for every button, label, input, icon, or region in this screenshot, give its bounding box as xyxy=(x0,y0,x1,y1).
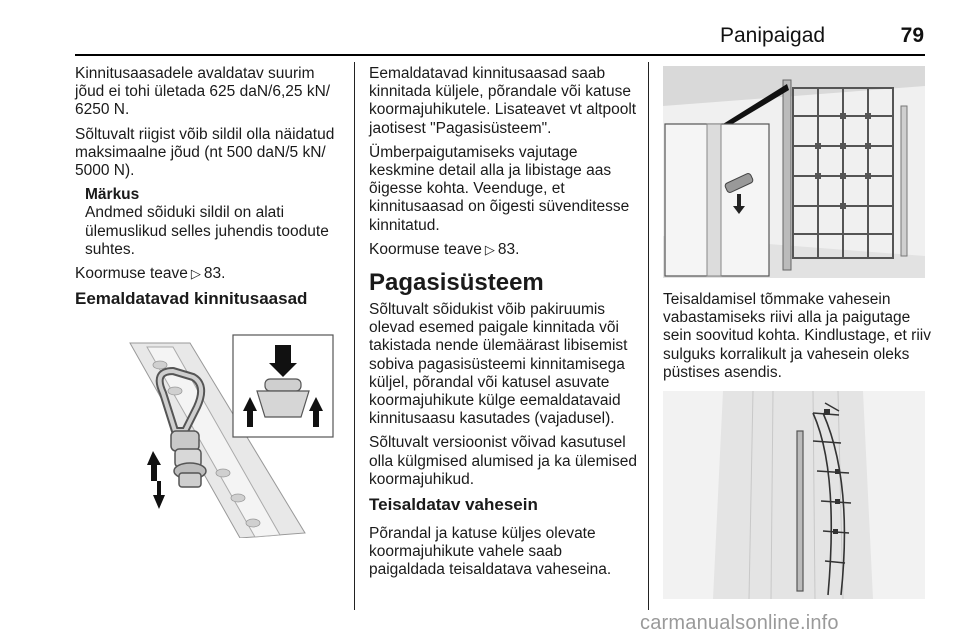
section-heading-removable-eyes: Eemaldatavad kinnitusaasad xyxy=(75,289,308,309)
paragraph-country-label: Sõltuvalt riigist võib sildil olla näidatud maksimaalne jõud (nt 500 daN/5 kN/ 5000 N). xyxy=(75,125,335,180)
paragraph-max-force: Kinnitusaasadele avaldatav suurim jõud ei tohi ületada 625 daN/6,25 kN/ 6250 N. xyxy=(75,65,331,119)
column-3 xyxy=(663,291,931,388)
cross-reference-text: Koormuse teave xyxy=(75,265,188,283)
note-block xyxy=(85,186,347,259)
cross-reference[interactable] xyxy=(369,241,641,259)
watermark: carmanualsonline.info xyxy=(640,612,839,634)
cross-reference-page: 83. xyxy=(497,240,520,258)
cross-reference-page: 83. xyxy=(203,265,226,283)
column-2 xyxy=(369,65,641,586)
paragraph-load-guides: Sõltuvalt versioonist võivad kasutusel olla külgmised alumised ja ka ülemised koormajuhikud. xyxy=(369,434,637,488)
header-divider xyxy=(75,54,925,56)
page-reference-triangle-icon: ▷ xyxy=(190,266,201,282)
paragraph-partition-release: Teisaldamisel tõmmake vahesein vabastamiseks riivi alla ja paigutage sein soovitud kohta. Kindlustage, et riiv sulguks korralikult ja vahesein oleks püstises asendis. xyxy=(663,291,931,381)
paragraph-mounting-locations: Eemaldatavad kinnitusaasad saab kinnitada küljele, põrandale või katuse koormajuhikutele. Lisateavet vt altpoolt jaotisest "Pagasisüsteem". xyxy=(369,65,637,137)
cargo-net-partition-illustration xyxy=(663,66,925,278)
paragraph-luggage-system: Sõltuvalt sõidukist võib pakiruumis olevad esemed paigale kinnitada või takistada nende ülemäärast libisemist sobiva pagasisüsteemi kinnitamisega küljel, põrandal või katusel asuvate koormajuhikute külge eemaldatavaid kinnitusaasu kasutades (vajadusel). xyxy=(369,301,628,428)
page-number: 79 xyxy=(900,24,924,47)
tie-down-eye-illustration xyxy=(75,333,337,538)
column-divider-2 xyxy=(648,62,649,610)
section-heading-luggage-system: Pagasisüsteem xyxy=(369,269,544,297)
column-divider-1 xyxy=(354,62,355,610)
column-1 xyxy=(75,65,347,319)
note-title: Märkus xyxy=(85,186,140,204)
section-heading-movable-partition: Teisaldatav vahesein xyxy=(369,495,538,515)
page-title: Panipaigad xyxy=(720,24,826,47)
page-reference-triangle-icon: ▷ xyxy=(484,241,495,257)
note-text: Andmed sõiduki sildil on alati ülemuslikud selles juhendis toodute suhtes. xyxy=(85,204,329,258)
paragraph-partition-install: Põrandal ja katuse küljes olevate koormajuhikute vahele saab paigaldada teisaldatava vaheseina. xyxy=(369,525,612,579)
cross-reference-text: Koormuse teave xyxy=(369,240,482,258)
partition-net-side-illustration xyxy=(663,391,925,599)
paragraph-repositioning: Ümberpaigutamiseks vajutage keskmine detail alla ja libistage aas õigesse kohta. Veenduge, et kinnitusaasad on õigesti süvenditesse kinnitatud. xyxy=(369,143,630,234)
cross-reference[interactable] xyxy=(75,265,347,283)
